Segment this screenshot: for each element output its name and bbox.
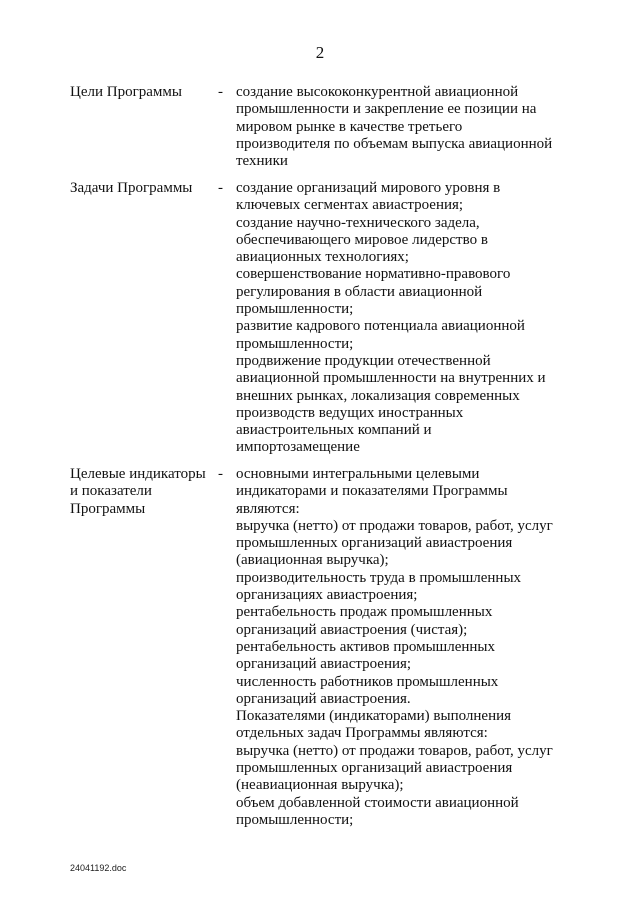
content-line: организаций авиастроения. bbox=[236, 690, 411, 707]
content-line: объем добавленной стоимости авиационной bbox=[236, 794, 519, 811]
content-line: импортозамещение bbox=[236, 439, 360, 456]
section-content bbox=[236, 84, 566, 170]
content-line: производств ведущих иностранных bbox=[236, 404, 464, 421]
content-line: промышленности; bbox=[236, 811, 354, 828]
content-line: организациях авиастроения; bbox=[236, 587, 418, 604]
content-line: организаций авиастроения (чистая); bbox=[236, 621, 468, 638]
content-line: создание научно-технического задела, bbox=[236, 214, 480, 231]
content-line: мировом рынке в качестве третьего bbox=[236, 118, 463, 135]
content-line: внешних рынках, локализация современных bbox=[236, 387, 520, 404]
content-line: организаций авиастроения; bbox=[236, 656, 412, 673]
content-line: рентабельность активов промышленных bbox=[236, 638, 495, 655]
content-line: (авиационная выручка); bbox=[236, 552, 389, 569]
content-line: создание организаций мирового уровня в bbox=[236, 180, 501, 196]
section-label: Задачи Программы bbox=[70, 180, 193, 196]
document-id: 24041192.doc bbox=[70, 863, 127, 873]
content-line: Показателями (индикаторами) выполнения bbox=[236, 708, 512, 725]
content-line: выручка (нетто) от продажи товаров, работ, услуг bbox=[236, 517, 553, 534]
content-line: авиастроительных компаний и bbox=[236, 422, 432, 439]
content-line: отдельных задач Программы являются: bbox=[236, 725, 488, 742]
page-number: 2 bbox=[315, 43, 325, 62]
content-line: промышленности; bbox=[236, 335, 354, 352]
content-line: обеспечивающего мировое лидерство в bbox=[236, 231, 488, 248]
content-line: промышленных организаций авиастроения bbox=[236, 760, 513, 777]
dash-separator: - bbox=[218, 84, 223, 100]
content-line: численность работников промышленных bbox=[236, 673, 499, 690]
dash-separator: - bbox=[218, 466, 223, 482]
section-content bbox=[236, 180, 566, 457]
section-label: Цели Программы bbox=[70, 84, 182, 100]
content-line: производительность труда в промышленных bbox=[236, 569, 522, 586]
dash-separator: - bbox=[218, 180, 223, 196]
content-line: промышленных организаций авиастроения bbox=[236, 535, 513, 552]
content-line: создание высококонкурентной авиационной bbox=[236, 84, 519, 100]
content-line: основными интегральными целевыми bbox=[236, 466, 480, 482]
content-line: являются: bbox=[236, 500, 300, 517]
content-line: продвижение продукции отечественной bbox=[236, 352, 491, 369]
content-line: ключевых сегментах авиастроения; bbox=[236, 197, 464, 214]
content-line: регулирования в области авиационной bbox=[236, 283, 483, 300]
content-line: авиационной промышленности на внутренних и bbox=[236, 370, 546, 387]
content-line: техники bbox=[236, 153, 288, 170]
content-line: выручка (нетто) от продажи товаров, работ, услуг bbox=[236, 742, 553, 759]
content-line: производителя по объемам выпуска авиационной bbox=[236, 135, 553, 152]
content-line: авиационных технологиях; bbox=[236, 249, 409, 266]
content-line: индикаторами и показателями Программы bbox=[236, 483, 508, 500]
section-content bbox=[236, 466, 566, 829]
content-line: рентабельность продаж промышленных bbox=[236, 604, 493, 621]
content-line: промышленности и закрепление ее позиции на bbox=[236, 101, 537, 118]
content-line: промышленности; bbox=[236, 301, 354, 318]
section-label: Целевые индикаторы и показатели Программы bbox=[70, 466, 206, 517]
content-line: совершенствование нормативно-правового bbox=[236, 266, 511, 283]
content-line: развитие кадрового потенциала авиационной bbox=[236, 318, 525, 335]
content-line: (неавиационная выручка); bbox=[236, 777, 404, 794]
